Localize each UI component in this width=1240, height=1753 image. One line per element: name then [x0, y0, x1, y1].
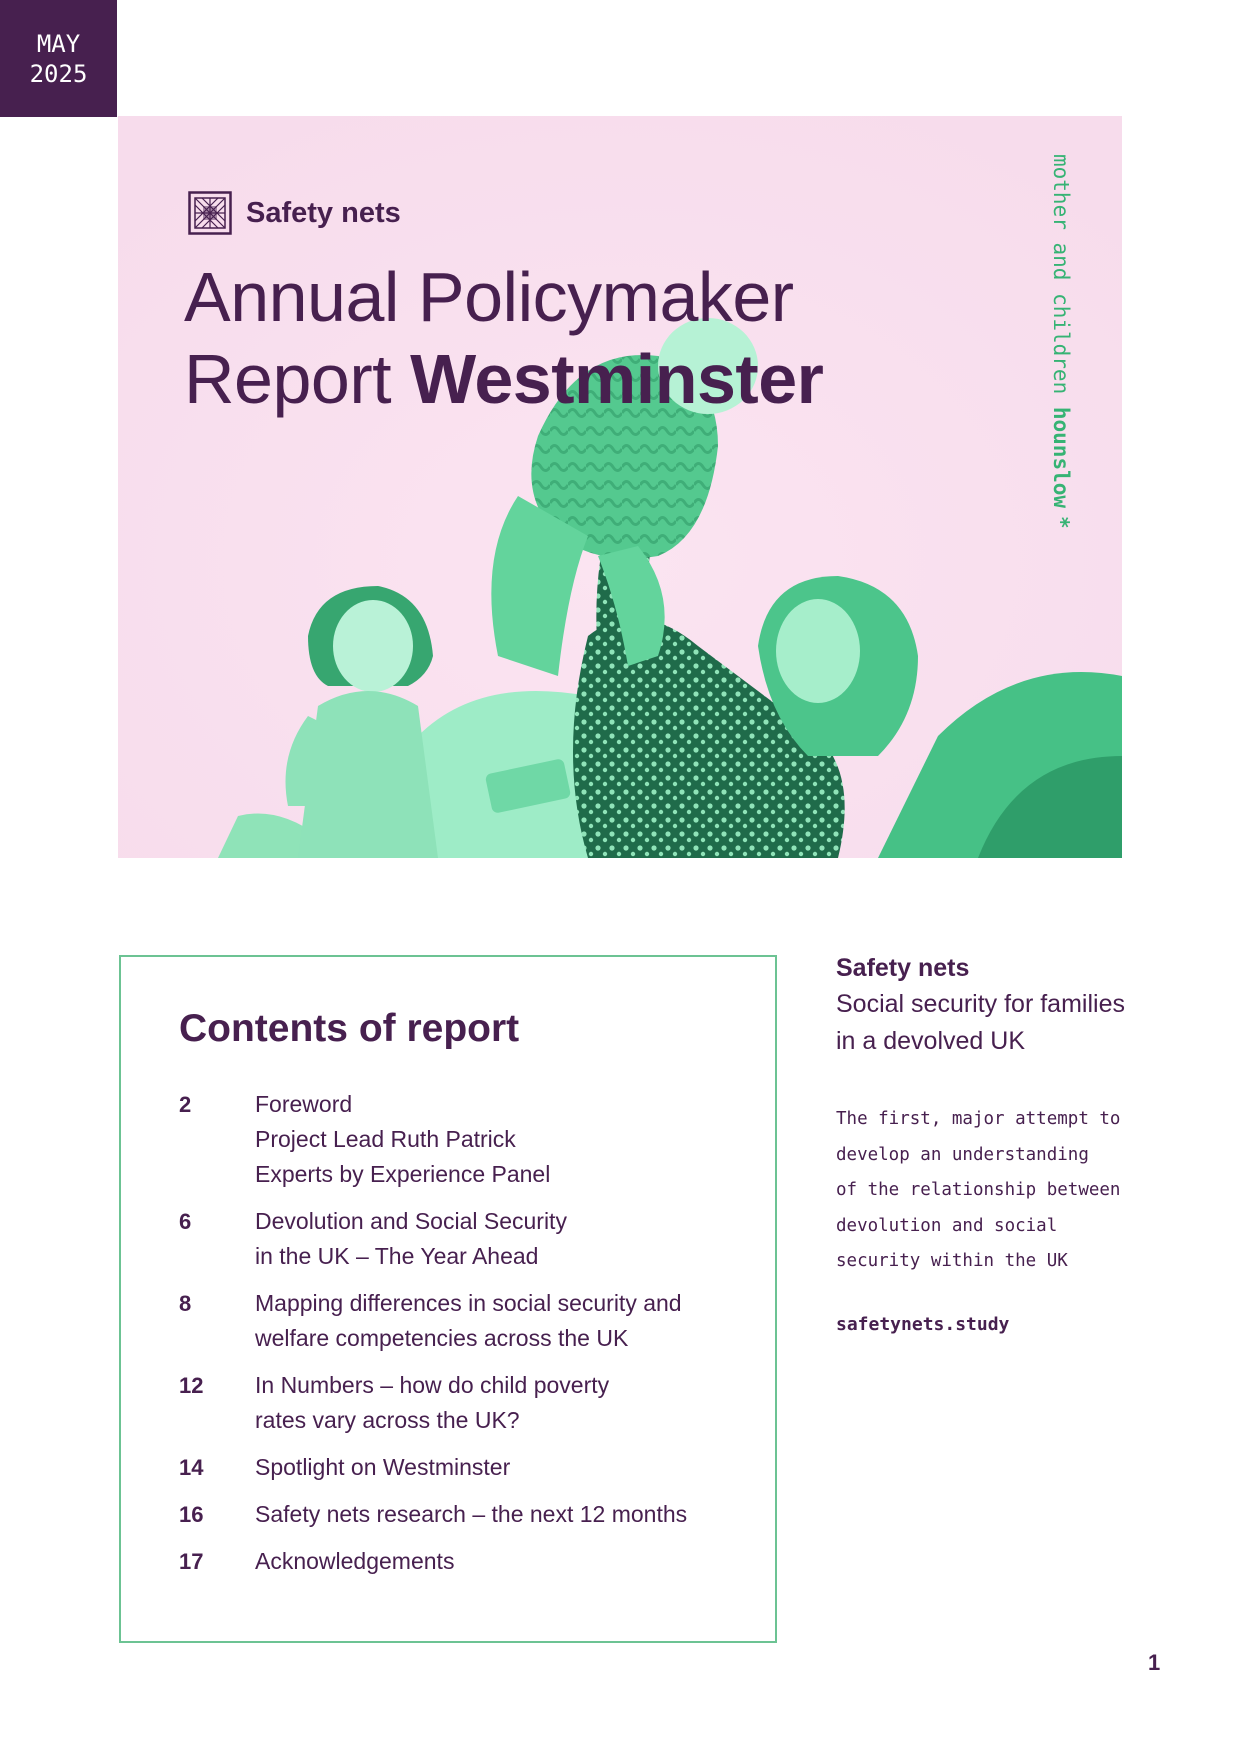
title-line-1: Annual Policymaker: [184, 258, 794, 336]
page-number: 1: [1148, 1650, 1161, 1675]
toc-item[interactable]: [179, 1368, 739, 1438]
description-line: security within the UK: [836, 1251, 1068, 1271]
toc-entry-line: in the UK – The Year Ahead: [255, 1243, 539, 1269]
toc-page-number: 14: [179, 1455, 204, 1480]
description-line: of the relationship between: [836, 1180, 1121, 1200]
toc-entry-line: welfare competencies across the UK: [255, 1325, 629, 1351]
hero-banner: [118, 116, 1122, 858]
description-line: The first, major attempt to: [836, 1109, 1121, 1129]
toc-entry-line: Mapping differences in social security and: [255, 1290, 682, 1316]
toc-page-number: 17: [179, 1549, 204, 1574]
toc-item[interactable]: [179, 1087, 739, 1192]
toc-entry-text: [255, 1497, 687, 1532]
toc-entry-line: Project Lead Ruth Patrick: [255, 1126, 516, 1152]
toc-page-number: 8: [179, 1291, 192, 1316]
toc-entry-line: Spotlight on Westminster: [255, 1454, 511, 1480]
hero-brand: [188, 191, 401, 235]
toc-item[interactable]: [179, 1204, 739, 1274]
date-tab: [0, 0, 117, 117]
toc-page-number: 6: [179, 1209, 192, 1234]
caption-regular: mother and children: [1049, 154, 1073, 407]
photo-caption: [1049, 154, 1073, 529]
toc-page-number: 12: [179, 1373, 204, 1398]
toc-item[interactable]: [179, 1450, 739, 1485]
toc-entry-line: Foreword: [255, 1091, 353, 1117]
toc-item[interactable]: [179, 1497, 739, 1532]
sidebar-tagline: [836, 986, 1166, 1060]
toc-entry-line: Devolution and Social Security: [255, 1208, 567, 1234]
date-year: 2025: [29, 59, 88, 88]
sidebar-brand: Safety nets: [836, 954, 970, 982]
toc-entry-line: rates vary across the UK?: [255, 1407, 520, 1433]
contents-box: [119, 955, 777, 1643]
sidebar-description: [836, 1102, 1166, 1280]
tagline-line-1: Social security for families: [836, 990, 1125, 1018]
title-line-2-regular: Report: [184, 340, 411, 418]
table-of-contents: [179, 1087, 739, 1591]
toc-entry-text: [255, 1087, 550, 1192]
brand-name: Safety nets: [246, 196, 401, 229]
description-line: develop an understanding: [836, 1144, 1089, 1165]
title-line-2-bold: Westminster: [410, 340, 824, 418]
sidebar: [836, 950, 1166, 1335]
safety-net-logo-icon: [188, 191, 232, 235]
toc-page-number: 16: [179, 1502, 204, 1527]
toc-entry-text: [255, 1286, 682, 1356]
toc-entry-line: Safety nets research – the next 12 months: [255, 1501, 688, 1527]
toc-entry-text: [255, 1368, 609, 1438]
report-title: [184, 256, 823, 420]
website-link[interactable]: safetynets.study: [836, 1313, 1010, 1335]
asterisk-icon: *: [1049, 516, 1073, 529]
toc-item[interactable]: [179, 1286, 739, 1356]
toc-entry-text: [255, 1544, 454, 1579]
toc-entry-line: Acknowledgements: [255, 1548, 455, 1574]
toc-page-number: 2: [179, 1092, 192, 1117]
contents-title: Contents of report: [179, 1007, 520, 1050]
toc-item[interactable]: [179, 1544, 739, 1579]
caption-bold: hounslow: [1049, 406, 1073, 509]
description-line: devolution and social: [836, 1215, 1058, 1236]
toc-entry-line: In Numbers – how do child poverty: [255, 1372, 610, 1398]
date-month: MAY: [36, 29, 81, 58]
toc-entry-line: Experts by Experience Panel: [255, 1161, 551, 1187]
toc-entry-text: [255, 1204, 567, 1274]
tagline-line-2: in a devolved UK: [836, 1027, 1026, 1055]
toc-entry-text: [255, 1450, 510, 1485]
